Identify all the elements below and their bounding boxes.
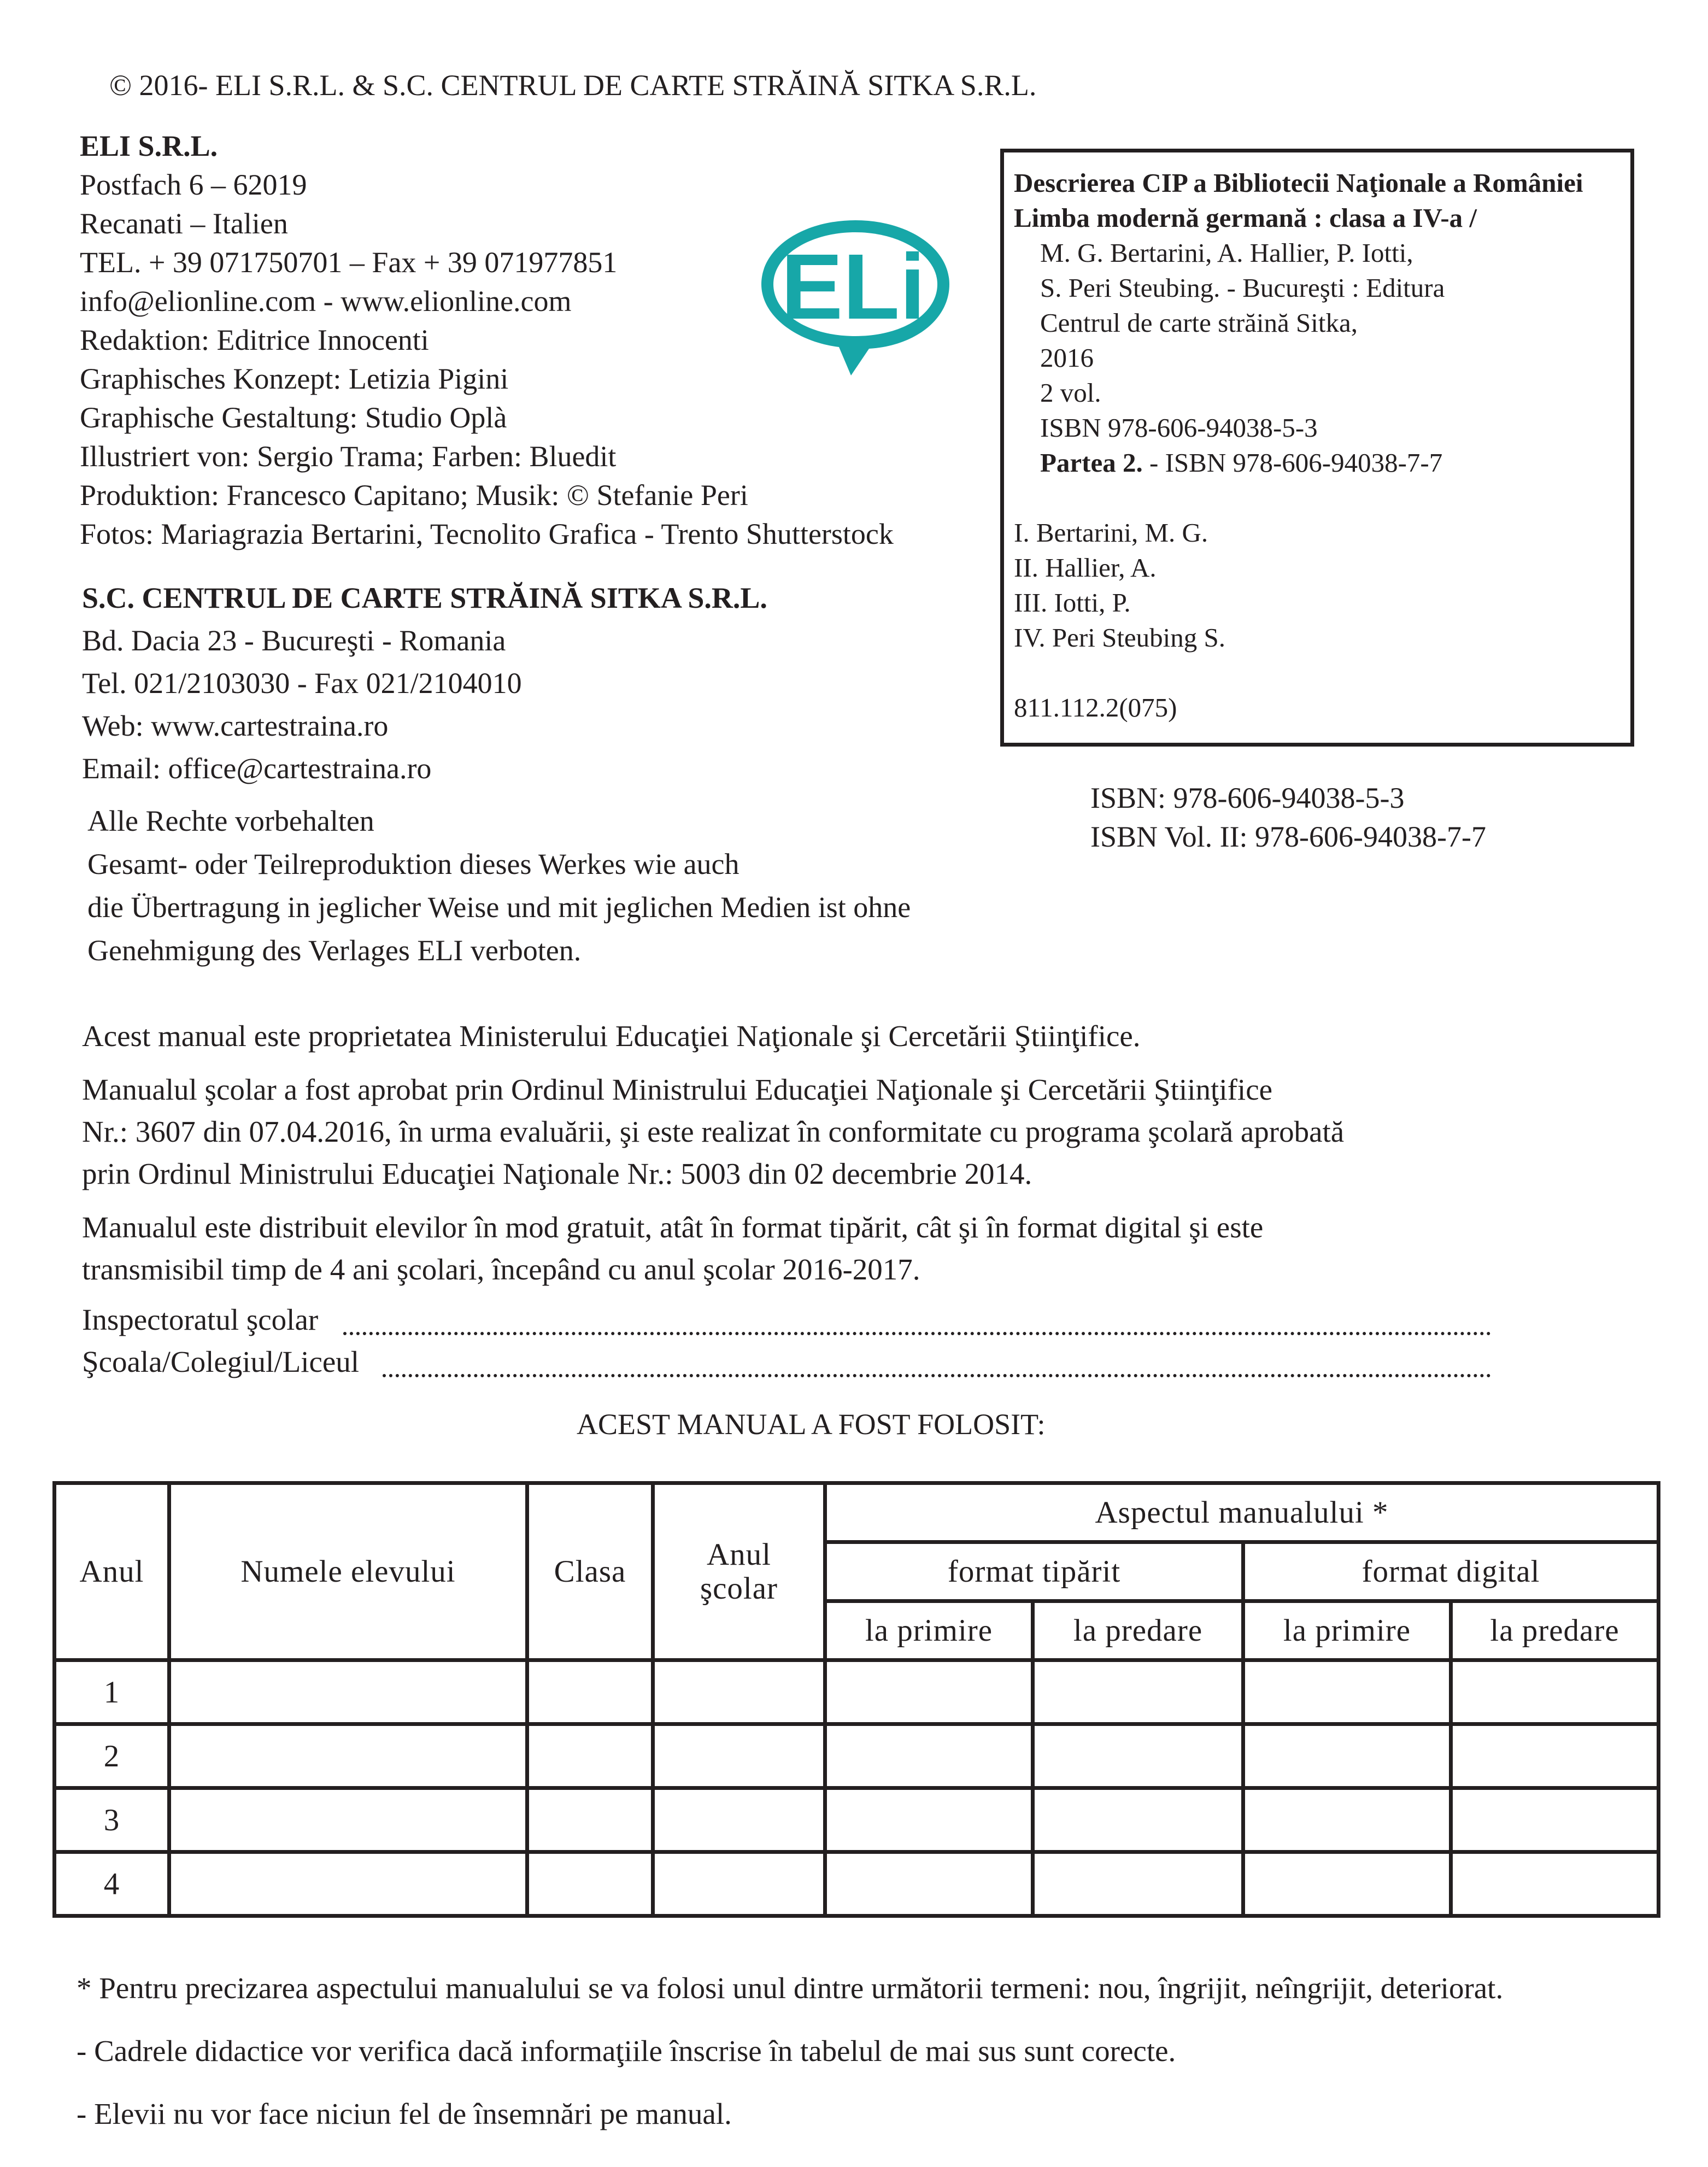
ministry-line: prin Ordinul Ministrului Educaţiei Naţionale Nr.: 5003 din 02 decembrie 2014. — [82, 1157, 1032, 1190]
cell-clasa[interactable] — [527, 1724, 653, 1788]
table-row — [55, 1852, 1659, 1916]
cip-partea-line — [1040, 447, 1442, 478]
table-row — [55, 1724, 1659, 1788]
eli-logo — [757, 216, 954, 380]
rights-line: Gesamt- oder Teilreproduktion dieses Werkes wie auch — [87, 848, 739, 880]
cip-author: III. Iotti, P. — [1014, 588, 1131, 618]
row-number: 2 — [55, 1724, 169, 1788]
cip-author: IV. Peri Steubing S. — [1014, 623, 1226, 653]
eli-line: Graphische Gestaltung: Studio Oplà — [80, 401, 507, 434]
cell-anul-scolar[interactable] — [653, 1660, 825, 1724]
ministry-notice — [82, 1015, 1344, 1290]
row-number: 4 — [55, 1852, 169, 1916]
cell-digital-primire[interactable] — [1243, 1724, 1451, 1788]
cell-digital-predare[interactable] — [1451, 1852, 1659, 1916]
cip-partea-label: Partea 2. — [1040, 448, 1143, 478]
cip-line: 2016 — [1040, 343, 1094, 373]
table-row — [55, 1788, 1659, 1852]
isbn-block — [1090, 779, 1486, 856]
eli-line: Redaktion: Editrice Innocenti — [80, 324, 429, 356]
la-predare-header: la predare — [1451, 1601, 1659, 1660]
cell-tiparit-predare[interactable] — [1033, 1724, 1243, 1788]
cip-title-line: Descrierea CIP a Bibliotecii Naţionale a României — [1014, 168, 1583, 198]
scoala-label: Şcoala/Colegiul/Liceul — [82, 1345, 360, 1378]
cell-digital-predare[interactable] — [1451, 1724, 1659, 1788]
la-primire-header: la primire — [825, 1601, 1033, 1660]
cell-numele[interactable] — [169, 1788, 527, 1852]
ministry-line: Manualul este distribuit elevilor în mod gratuit, atât în format tipărit, cât şi în format digital şi este — [82, 1211, 1264, 1244]
cell-digital-primire[interactable] — [1243, 1660, 1451, 1724]
usage-table — [52, 1481, 1660, 1918]
eli-line: info@elionline.com - www.elionline.com — [80, 285, 572, 318]
inspectorat-label: Inspectoratul şcolar — [82, 1303, 319, 1336]
cip-line: 2 vol. — [1040, 378, 1101, 408]
isbn-line: ISBN: 978-606-94038-5-3 — [1090, 782, 1405, 814]
cip-line: Centrul de carte străină Sitka, — [1040, 308, 1358, 338]
logo-text: ELi — [780, 235, 926, 339]
cip-author: II. Hallier, A. — [1014, 553, 1157, 583]
cell-tiparit-predare[interactable] — [1033, 1788, 1243, 1852]
la-primire-header: la primire — [1243, 1601, 1451, 1660]
cip-line: S. Peri Steubing. - Bucureşti : Editura — [1040, 273, 1445, 303]
scoala-field[interactable] — [383, 1374, 1491, 1377]
cell-tiparit-primire[interactable] — [825, 1724, 1033, 1788]
aspect-header: Aspectul manualului * — [825, 1483, 1659, 1542]
eli-name: ELI S.R.L. — [80, 130, 218, 162]
rights-line: die Übertragung in jeglicher Weise und mit jeglichen Medien ist ohne — [87, 891, 911, 924]
eli-line: Produktion: Francesco Capitano; Musik: © Stefanie Peri — [80, 479, 748, 512]
eli-line: Fotos: Mariagrazia Bertarini, Tecnolito Grafica - Trento Shutterstock — [80, 518, 894, 550]
sitka-name: S.C. CENTRUL DE CARTE STRĂINĂ SITKA S.R.L. — [82, 582, 767, 614]
cell-digital-primire[interactable] — [1243, 1788, 1451, 1852]
ministry-line: transmisibil timp de 4 ani şcolari, începând cu anul şcolar 2016-2017. — [82, 1253, 920, 1286]
table-row — [55, 1660, 1659, 1724]
cip-title-line: Limba modernă germană : clasa a IV-a / — [1014, 203, 1477, 233]
sitka-line: Web: www.cartestraina.ro — [82, 709, 389, 742]
col-anul-scolar-header — [653, 1483, 825, 1660]
usage-table-title: ACEST MANUAL A FOST FOLOSIT: — [577, 1408, 1046, 1441]
row-number: 3 — [55, 1788, 169, 1852]
footnote-line: * Pentru precizarea aspectului manualului se va folosi unul dintre următorii termeni: nou, îngrijit, neîngrijit, deteriorat. — [77, 1971, 1504, 2005]
cell-digital-primire[interactable] — [1243, 1852, 1451, 1916]
cell-tiparit-primire[interactable] — [825, 1852, 1033, 1916]
cip-description-box — [1000, 149, 1634, 747]
cell-clasa[interactable] — [527, 1660, 653, 1724]
format-digital-header: format digital — [1243, 1542, 1659, 1601]
cip-line: ISBN 978-606-94038-5-3 — [1040, 413, 1318, 443]
col-anul-scolar-line: şcolar — [700, 1571, 778, 1606]
col-anul-header: Anul — [55, 1483, 169, 1660]
eli-line: Illustriert von: Sergio Trama; Farben: Bluedit — [80, 440, 617, 473]
row-number: 1 — [55, 1660, 169, 1724]
col-numele-header: Numele elevului — [169, 1483, 527, 1660]
rights-block — [87, 800, 911, 972]
footnotes — [77, 1957, 1503, 2145]
eli-line: Graphisches Konzept: Letizia Pigini — [80, 362, 509, 395]
cip-classification: 811.112.2(075) — [1014, 692, 1177, 723]
cell-tiparit-predare[interactable] — [1033, 1660, 1243, 1724]
cell-digital-predare[interactable] — [1451, 1660, 1659, 1724]
sitka-line: Tel. 021/2103030 - Fax 021/2104010 — [82, 667, 522, 700]
cell-tiparit-primire[interactable] — [825, 1660, 1033, 1724]
footnote-line: - Cadrele didactice vor verifica dacă informaţiile înscrise în tabelul de mai sus sunt corecte. — [77, 2034, 1176, 2068]
sitka-line: Bd. Dacia 23 - Bucureşti - Romania — [82, 624, 506, 657]
cell-digital-predare[interactable] — [1451, 1788, 1659, 1852]
cell-tiparit-primire[interactable] — [825, 1788, 1033, 1852]
cell-numele[interactable] — [169, 1724, 527, 1788]
sitka-line: Email: office@cartestraina.ro — [82, 752, 432, 785]
cell-clasa[interactable] — [527, 1852, 653, 1916]
cip-author: I. Bertarini, M. G. — [1014, 518, 1208, 548]
rights-line: Genehmigung des Verlages ELI verboten. — [87, 934, 582, 967]
ministry-line: Acest manual este proprietatea Ministerului Educaţiei Naţionale şi Cercetării Ştiinţifice. — [82, 1019, 1141, 1053]
cip-line: M. G. Bertarini, A. Hallier, P. Iotti, — [1040, 238, 1413, 268]
cell-anul-scolar[interactable] — [653, 1724, 825, 1788]
cell-anul-scolar[interactable] — [653, 1788, 825, 1852]
cip-partea-isbn: - ISBN 978-606-94038-7-7 — [1142, 448, 1443, 478]
eli-line: TEL. + 39 071750701 – Fax + 39 071977851 — [80, 246, 618, 279]
cell-anul-scolar[interactable] — [653, 1852, 825, 1916]
cell-tiparit-predare[interactable] — [1033, 1852, 1243, 1916]
la-predare-header: la predare — [1033, 1601, 1243, 1660]
footnote-line: - Elevii nu vor face niciun fel de însemnări pe manual. — [77, 2097, 732, 2130]
cell-numele[interactable] — [169, 1660, 527, 1724]
copyright-line: © 2016- ELI S.R.L. & S.C. CENTRUL DE CARTE STRĂINĂ SITKA S.R.L. — [109, 69, 1037, 102]
eli-line: Postfach 6 – 62019 — [80, 168, 307, 201]
format-tiparit-header: format tipărit — [825, 1542, 1243, 1601]
rights-line: Alle Rechte vorbehalten — [87, 804, 374, 837]
isbn-line: ISBN Vol. II: 978-606-94038-7-7 — [1090, 820, 1486, 853]
col-clasa-header: Clasa — [527, 1483, 653, 1660]
eli-line: Recanati – Italien — [80, 207, 288, 240]
inspectorat-field[interactable] — [343, 1332, 1491, 1335]
cell-numele[interactable] — [169, 1852, 527, 1916]
ministry-line: Manualul şcolar a fost aprobat prin Ordinul Ministrului Educaţiei Naţionale şi Cercetării Ştiinţifice — [82, 1073, 1273, 1106]
ministry-line: Nr.: 3607 din 07.04.2016, în urma evaluării, şi este realizat în conformitate cu programa şcolară aprobată — [82, 1115, 1345, 1148]
col-anul-scolar-line: Anul — [707, 1537, 771, 1572]
sitka-publisher-block — [82, 577, 767, 790]
cell-clasa[interactable] — [527, 1788, 653, 1852]
